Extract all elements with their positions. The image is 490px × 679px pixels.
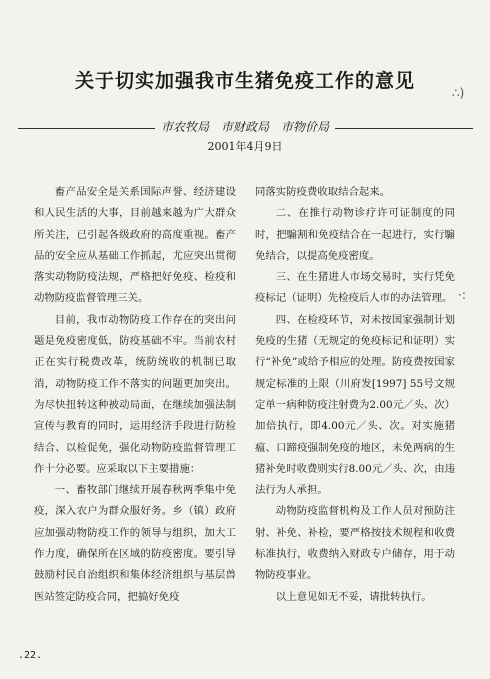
issue-date: 2001年4月9日 xyxy=(207,140,283,153)
right-column xyxy=(255,182,455,608)
paragraph: 目前，我市动物防疫工作存在的突出问题是免疫密度低，防疫基础不牢。当前农村正在实行税费改革，统防统收的机制已取消，动物防疫工作不落实的问题更加突出。为尽快扭转这种被动局面，在继续加强法制宣传与教育的同时，运用经济手段进行防检结合、以检促免，强化动物防疫监督管理工作十分必要。应采取以下主要措施： xyxy=(34,313,236,475)
paragraph: 四、在检疫环节，对未按国家强制计划免疫的生猪（无规定的免疫标记和证明）实行“补免”或给予相应的处理。防疫费按国家规定标准的上限（川府发[1997] 55号文规定单一病种防疫注射费为2.00元／头、次）加倍执行，即4.00元／头、次。对实施猪瘟、口蹄疫强制免疫的地区，未免两病的生猪补免时收费则实行8.00元／头、次，由违法行为人承担。 xyxy=(255,313,455,497)
paragraph: 一、畜牧部门继续开展春秋两季集中免疫，深入农户为群众服好务。乡（镇）政府应加强动物防疫工作的领导与组织，加大工作力度，确保所在区域的防疫密度。要引导鼓励村民自治组织和集体经济组织与基层兽医站签定防疫合同，把搞好免疫 xyxy=(34,484,236,603)
paragraph: 以上意见如无不妥，请批转执行。 xyxy=(275,590,432,603)
left-column xyxy=(34,182,236,608)
page-title: 关于切实加强我市生猪免疫工作的意见 xyxy=(74,70,415,92)
page-number: .22. xyxy=(18,650,43,661)
scan-mark: ·: xyxy=(458,288,466,302)
paragraph: 二、在推行动物诊疗许可证制度的同时，把騸割和免疫结合在一起进行，实行騸免结合，以提高免疫密度。 xyxy=(255,207,455,262)
paragraph: 动物防疫监督机构及工作人员对预防注射、补免、补检，要严格按技术规程和收费标准执行，收费纳入财政专户储存，用于动物防疫事业。 xyxy=(255,505,455,582)
paragraph: 三、在生猪进人市场交易时，实行凭免疫标记（证明）先检疫后人市的办法管理。 xyxy=(255,271,455,305)
paragraph: 畜产品安全是关系国际声誉、经济建设和人民生活的大事，目前越来越为广大群众所关注，已引起各级政府的高度重视。畜产品的安全应从基础工作抓起，尤应突出贯彻落实动物防疫法规，严格把好免疫、检疫和动物防疫监督管理三关。 xyxy=(34,186,236,305)
authors-text: 市农牧局 市财政局 市物价局 xyxy=(155,120,335,134)
paragraph: 同落实防疫费收取结合起来。 xyxy=(255,186,391,198)
scan-mark: ∴) xyxy=(452,86,465,100)
issuing-authorities xyxy=(0,118,490,135)
